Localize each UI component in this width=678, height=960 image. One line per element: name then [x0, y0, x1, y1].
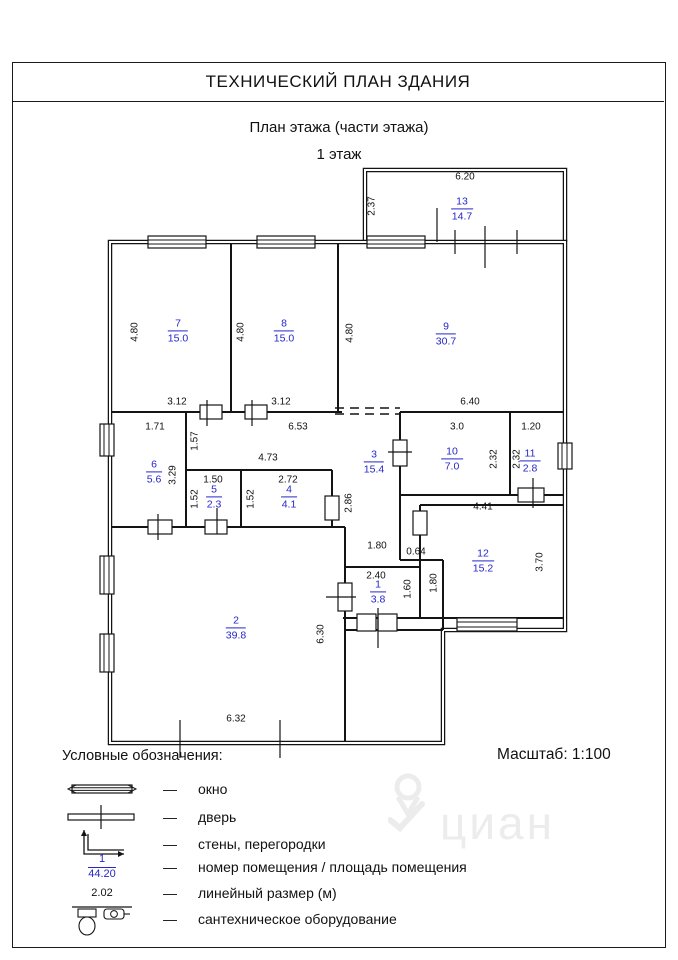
- legend-sample-room-area: 44.20: [88, 867, 116, 880]
- window-icon: [62, 778, 142, 800]
- window-icon: [100, 634, 114, 672]
- legend-sample-linear-dim: 2.02: [91, 887, 113, 899]
- floor-label: 1 этаж: [316, 146, 362, 163]
- dimension-label: 2.72: [278, 474, 298, 486]
- door-icon: [200, 405, 222, 419]
- dimension-label: 1.60: [402, 579, 414, 599]
- legend-dash: —: [163, 809, 177, 825]
- legend-label-door: дверь: [198, 809, 237, 825]
- dimension-label: 3.12: [167, 396, 187, 408]
- dimension-label: 0.64: [406, 546, 426, 558]
- dimension-label: 1.20: [521, 421, 541, 433]
- room-label: 6 5.6: [146, 458, 162, 485]
- legend-sample-room-number: 1: [88, 853, 116, 868]
- dimension-label: 1.50: [203, 474, 223, 486]
- watermark-text: циан: [440, 797, 556, 849]
- dimension-label: 2.40: [366, 570, 386, 582]
- dimension-label: 1.80: [367, 540, 387, 552]
- legend-row-sanitary: [62, 904, 397, 934]
- dimension-label: 4.80: [129, 322, 141, 342]
- dimension-label: 6.20: [455, 171, 475, 183]
- legend-dash: —: [163, 885, 177, 901]
- door-icon: [245, 405, 267, 419]
- dimension-label: 3.0: [450, 421, 464, 433]
- legend-row-window: [62, 774, 227, 804]
- room-label: 4 4.1: [281, 483, 297, 510]
- dimension-label: 6.40: [460, 396, 480, 408]
- dimension-label: 4.41: [473, 501, 493, 513]
- dimension-label: 1.52: [245, 489, 257, 509]
- legend-dash: —: [163, 859, 177, 875]
- room-label: 7 15.0: [167, 317, 189, 344]
- legend-label-linear-dim: линейный размер (м): [198, 885, 337, 901]
- legend-dash: —: [163, 836, 177, 852]
- linear-dim-icon: [62, 887, 142, 899]
- door-icon: [62, 804, 142, 830]
- door-icon: [325, 496, 339, 520]
- room-label: 9 30.7: [435, 320, 457, 347]
- window-icon: [148, 236, 206, 248]
- dimension-label: 2.86: [343, 493, 355, 513]
- door-icon: [393, 440, 407, 466]
- dimension-label: 1.57: [189, 431, 201, 451]
- dimension-label: 2.32: [511, 449, 523, 469]
- window-icon: [100, 424, 114, 456]
- door-icon: [148, 520, 172, 534]
- page-title: ТЕХНИЧЕСКИЙ ПЛАН ЗДАНИЯ: [205, 71, 471, 91]
- dimension-label: 3.29: [167, 465, 179, 485]
- windows: [100, 236, 572, 672]
- dimension-label: 1.80: [428, 573, 440, 593]
- door-icon: [378, 614, 397, 631]
- dimension-label: 1.71: [145, 421, 165, 433]
- door-icon: [205, 520, 227, 534]
- legend-label-room-number: номер помещения / площадь помещения: [198, 859, 467, 875]
- window-icon: [257, 236, 315, 248]
- window-icon: [457, 618, 517, 631]
- window-icon: [367, 236, 425, 248]
- dimension-label: 2.32: [488, 449, 500, 469]
- door-icon: [357, 614, 376, 631]
- door-icon: [518, 488, 544, 502]
- legend-label-walls: стены, перегородки: [198, 836, 326, 852]
- dimension-label: 3.12: [271, 396, 291, 408]
- room-label: 5 2.3: [206, 483, 222, 510]
- window-icon: [558, 443, 572, 469]
- door-icon: [413, 511, 427, 535]
- dimension-label: 4.80: [344, 323, 356, 343]
- dimension-label: 1.52: [189, 489, 201, 509]
- window-icon: [100, 556, 114, 594]
- dimension-label: 6.53: [288, 421, 308, 433]
- room-label: 1 3.8: [370, 578, 386, 605]
- dimension-label: 6.32: [226, 713, 246, 725]
- legend-dash: —: [163, 911, 177, 927]
- dimension-label: 4.73: [258, 452, 278, 464]
- legend-label-sanitary: сантехническое оборудование: [198, 911, 397, 927]
- legend-dash: —: [163, 781, 177, 797]
- interior-walls: [112, 244, 563, 741]
- room-label: 13 14.7: [451, 195, 473, 222]
- dimension-label: 2.37: [366, 196, 378, 216]
- dimension-label: 6.30: [315, 624, 327, 644]
- dashed-wall: [335, 408, 400, 414]
- room-label: 2 39.8: [225, 614, 247, 641]
- room-number-icon: [62, 853, 142, 882]
- room-label: 3 15.4: [363, 448, 385, 475]
- dimension-label: 3.70: [534, 552, 546, 572]
- room-label: 8 15.0: [273, 317, 295, 344]
- plan-subtitle: План этажа (части этажа): [249, 119, 429, 136]
- dimension-label: 4.80: [235, 322, 247, 342]
- sanitary-icon: [62, 901, 142, 937]
- room-label: 11 2.8: [520, 447, 541, 474]
- legend-title: Условные обозначения:: [62, 748, 223, 764]
- room-label: 10 7.0: [441, 445, 463, 472]
- legend-label-window: окно: [198, 781, 228, 797]
- room-label: 12 15.2: [472, 547, 494, 574]
- scale-label: Масштаб: 1:100: [497, 746, 611, 763]
